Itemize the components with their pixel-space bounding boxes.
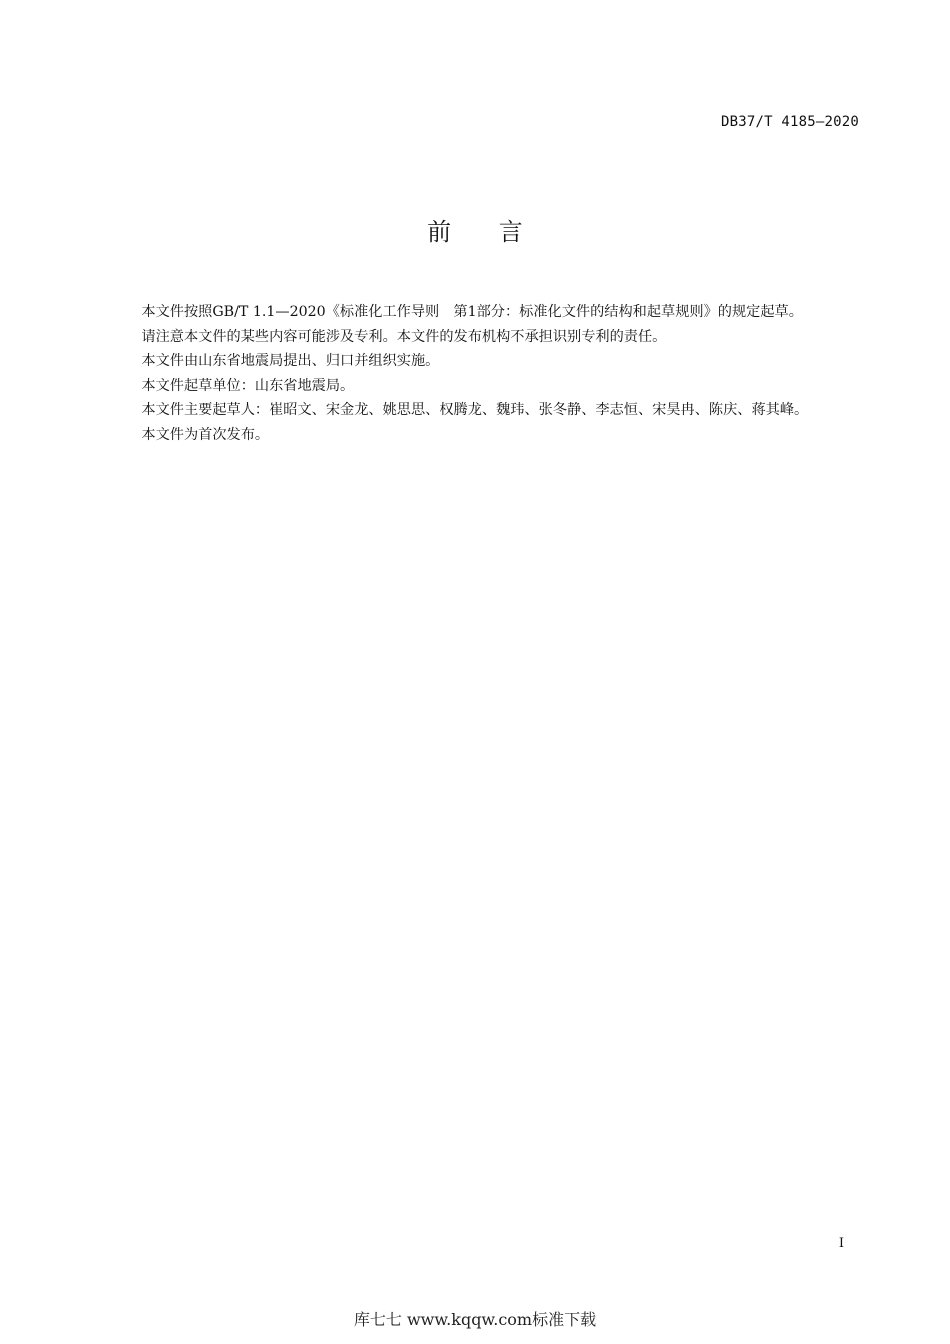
- document-code: DB37/T 4185—2020: [720, 114, 859, 130]
- paragraph-patent-notice: 请注意本文件的某些内容可能涉及专利。本文件的发布机构不承担识别专利的责任。: [141, 328, 667, 345]
- footer-watermark: 库七七 www.kqqw.com标准下载: [353, 1310, 597, 1329]
- page-title: 前 言: [427, 218, 543, 246]
- paragraph-proposer: 本文件由山东省地震局提出、归口并组织实施。: [141, 353, 440, 369]
- paragraph-first-release: 本文件为首次发布。: [141, 426, 270, 443]
- paragraph-drafting-basis: 本文件按照GB/T 1.1—2020《标准化工作导则 第1部分：标准化文件的结构和起草规则》的规定起草。: [141, 304, 803, 320]
- page-number: I: [838, 1236, 844, 1251]
- foreword-body: [113, 300, 861, 447]
- paragraph-drafting-unit: 本文件起草单位：山东省地震局。: [141, 377, 355, 394]
- paragraph-drafters: 本文件主要起草人：崔昭文、宋金龙、姚思思、权腾龙、魏玮、张冬静、李志恒、宋昊冉、陈庆、蒋其峰。: [141, 402, 809, 418]
